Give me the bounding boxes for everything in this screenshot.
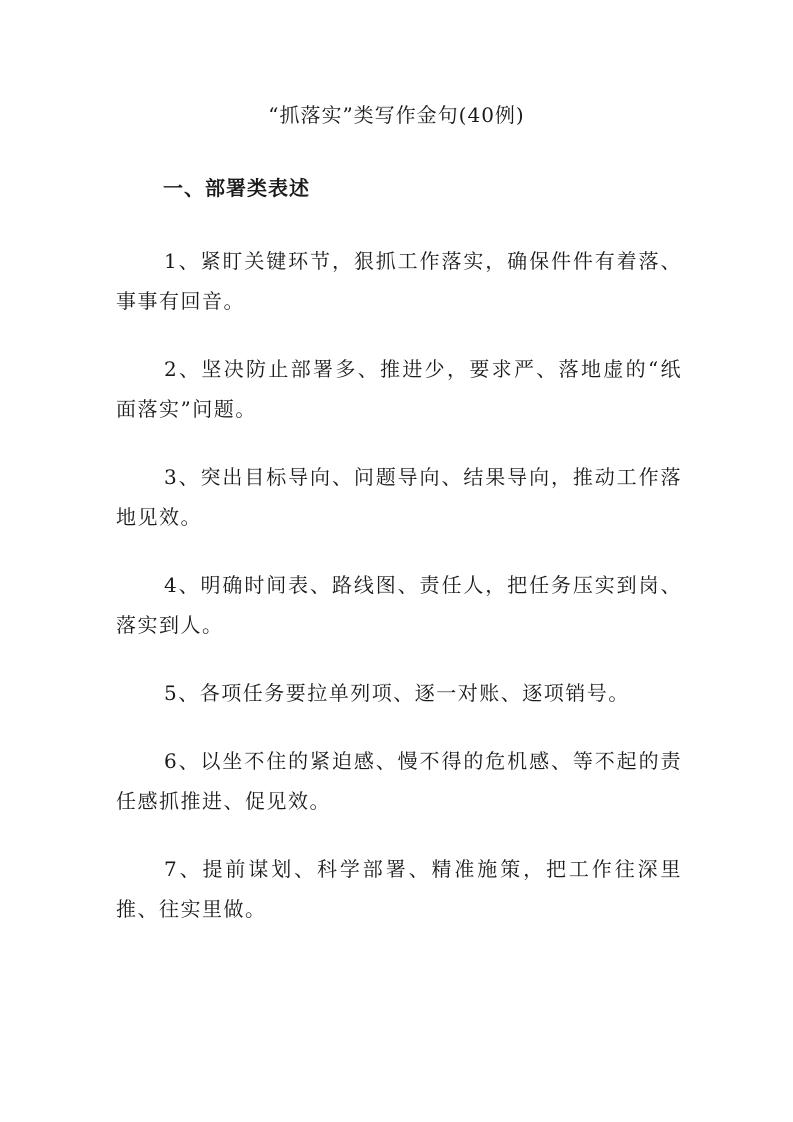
- document-title: “抓落实”类写作金句(40例): [268, 103, 525, 127]
- list-item: 2、坚决防止部署多、推进少，要求严、落地虚的“纸面落实”问题。: [116, 357, 682, 421]
- list-item: 1、紧盯关键环节，狠抓工作落实，确保件件有着落、事事有回音。: [116, 249, 682, 313]
- list-item: 6、以坐不住的紧迫感、慢不得的危机感、等不起的责任感抓推进、促见效。: [116, 749, 682, 813]
- section-heading: 一、部署类表述: [163, 176, 310, 200]
- item-list: [116, 241, 682, 957]
- list-item: 5、各项任务要拉单列项、逐一对账、逐项销号。: [164, 681, 630, 705]
- list-item: 7、提前谋划、科学部署、精准施策，把工作往深里推、往实里做。: [116, 857, 682, 921]
- list-item: 3、突出目标导向、问题导向、结果导向，推动工作落地见效。: [116, 465, 682, 529]
- list-item: 4、明确时间表、路线图、责任人，把任务压实到岗、落实到人。: [116, 573, 682, 637]
